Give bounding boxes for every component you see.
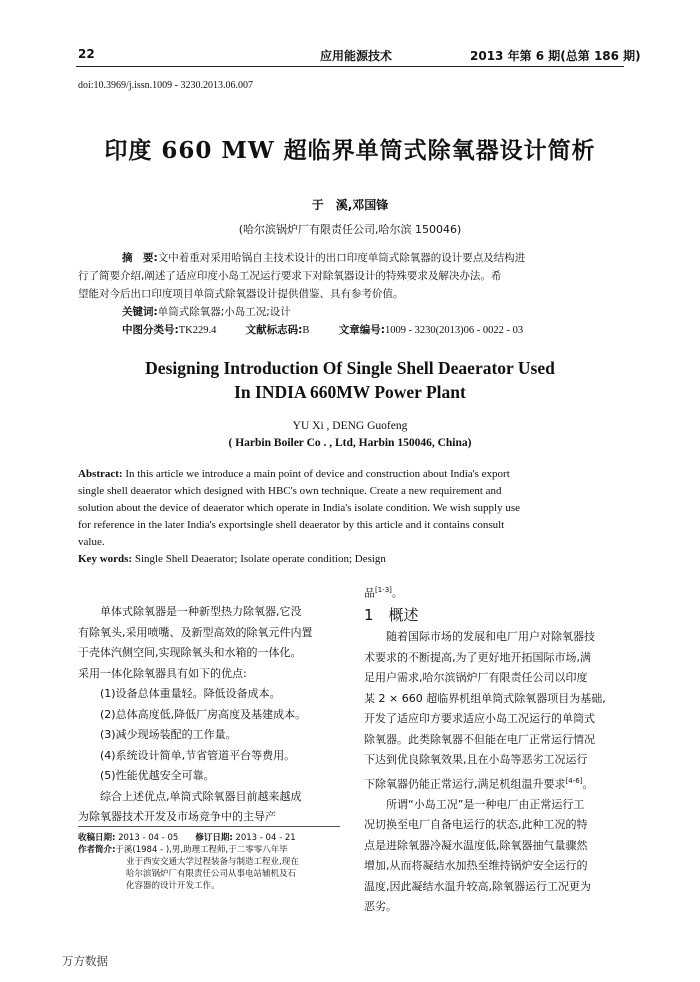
footnote-line: 化容器的设计开发工作。 <box>126 881 220 891</box>
keywords-en: Key words: Single Shell Deaerator; Isolate operate condition; Design <box>78 553 386 565</box>
body-line: 开发了适应印方要求适应小岛工况运行的单筒式 <box>364 712 595 726</box>
list-item: (3)减少现场装配的工作量。 <box>78 728 237 741</box>
list-item: (4)系统设计简单,节省管道平台等费用。 <box>78 748 296 762</box>
abstract-en-line: single shell deaerator which designed with HBC's own technique. Create a new requirement and <box>78 485 502 497</box>
affiliation-cn: (哈尔滨锅炉厂有限责任公司,哈尔滨 150046) <box>238 223 462 236</box>
doi: doi:10.3969/j.issn.1009 - 3230.2013.06.007 <box>78 80 254 91</box>
body-line: 足用户需求,哈尔滨锅炉厂有限责任公司以印度 <box>364 671 588 685</box>
header-rule <box>76 66 624 67</box>
keywords-cn: 关键词:单筒式除氧器;小岛工况;设计 <box>122 306 291 318</box>
right-column <box>364 580 626 918</box>
body-line: 况切换至电厂自备电运行的状态,此种工况的特 <box>364 818 588 832</box>
title-en-line: In INDIA 660MW Power Plant <box>234 382 466 402</box>
left-column <box>78 602 340 828</box>
body-line: 为除氧器技术开发及市场竞争中的主导产 <box>78 810 276 823</box>
doc-code: B <box>302 325 310 336</box>
body-line: 综合上述优点,单筒式除氧器目前越来越成 <box>78 789 302 803</box>
body-line: 某 2 × 660 超临界机组单筒式除氧器项目为基础, <box>364 691 606 705</box>
footnote-dates: 收稿日期: 2013 - 04 - 05 修订日期: 2013 - 04 - 21 <box>78 833 296 843</box>
authors-cn: 于 溪,邓国锋 <box>311 198 389 212</box>
body-line: 单体式除氧器是一种新型热力除氧器,它没 <box>78 605 302 618</box>
section-heading: 1 概述 <box>364 606 419 625</box>
affiliation-en: ( Harbin Boiler Co . , Ltd, Harbin 150046, China) <box>228 437 472 449</box>
abstract-cn-line: 望能对今后出口印度项目单筒式除氧器设计提供借鉴、具有参考价值。 <box>78 288 404 300</box>
footnote-line: 业于西安交通大学过程装备与制造工程业,现在 <box>126 857 299 867</box>
title-en-line: Designing Introduction Of Single Shell Deaerator Used <box>145 358 555 378</box>
watermark: 万方数据 <box>62 954 108 968</box>
body-line: 恶劣。 <box>364 900 397 914</box>
body-line: 下达到优良除氧效果,且在小岛等恶劣工况运行 <box>364 753 588 767</box>
body-line: 所谓“小岛工况”是一种电厂由正常运行工 <box>364 797 585 811</box>
footnote-line: 哈尔滨锅炉厂有限责任公司从事电站辅机及石 <box>126 869 297 879</box>
title-cn: 印度 660 MW 超临界单筒式除氧器设计简析 <box>104 137 596 164</box>
keywords-cn-label: 关键词: <box>122 306 158 318</box>
carry-over-line: 品[1-3]。 <box>364 586 403 600</box>
body-line: 术要求的不断提高,为了更好地开拓国际市场,满 <box>364 650 591 664</box>
classification-line: 中图分类号:TK229.4 文献标志码:B 文章编号:1009 - 3230(2013)06 - 0022 - 03 <box>122 324 524 336</box>
footnote-author: 作者简介:于溪(1984 - ),男,助理工程师,于二零零八年毕 <box>78 845 288 855</box>
abstract-en-label: Abstract: <box>78 468 123 480</box>
body-line: 于壳体汽侧空间,实现除氧头和水箱的一体化。 <box>78 646 302 659</box>
body-line: 有除氧头,采用喷嘴、及新型高效的除氧元件内置 <box>78 625 313 639</box>
journal-name: 应用能源技术 <box>320 49 393 63</box>
article-number: 1009 - 3230(2013)06 - 0022 - 03 <box>384 325 524 336</box>
authors-en: YU Xi , DENG Guofeng <box>292 420 408 432</box>
footnote <box>78 832 348 892</box>
list-item: (1)设备总体重量轻。降低设备成本。 <box>78 687 281 700</box>
body-line: 增加,从而将凝结水加热至维持锅炉安全运行的 <box>364 859 588 873</box>
abstract-en-line: Abstract: In this article we introduce a main point of device and construction about India's export <box>78 468 510 480</box>
body-line: 点是进除氧器冷凝水温度低,除氧器抽气量骤然 <box>364 838 588 852</box>
body-line: 采用一体化除氧器具有如下的优点: <box>78 666 247 680</box>
page-number: 22 <box>78 47 95 61</box>
footnote-rule <box>78 826 340 827</box>
abstract-en-line: solution about the device of deaerator which operate in India's isolate condition. We wish supply use <box>78 502 521 514</box>
clc-code: TK229.4 <box>178 325 217 336</box>
title-en <box>0 356 700 404</box>
abstract-cn-line: 行了简要介绍,阐述了适应印度小岛工况运行要求下对除氧器设计的特殊要求及解决办法。希 <box>78 270 502 282</box>
abstract-en-line: value. <box>78 536 105 548</box>
abstract-en <box>78 466 624 568</box>
body-line: 除氧器。此类除氧器不但能在电厂正常运行情况 <box>364 732 595 746</box>
body-line: 温度,因此凝结水温升较高,除氧器运行工况更为 <box>364 879 591 893</box>
abstract-en-line: for reference in the later India's exportsingle shell deaerator by this article and it contains consult <box>78 519 505 531</box>
list-item: (2)总体高度低,降低厂房高度及基建成本。 <box>78 707 307 721</box>
abstract-cn <box>78 249 624 340</box>
keywords-en-label: Key words: <box>78 553 133 565</box>
body-line: 下除氧器仍能正常运行,满足机组温升要求[4-6]。 <box>364 776 594 791</box>
abstract-cn-line: 摘 要:文中着重对采用哈锅自主技术设计的出口印度单筒式除氧器的设计要点及结构进 <box>122 252 526 264</box>
abstract-cn-label: 摘 要: <box>122 252 158 264</box>
issue-info: 2013 年第 6 期(总第 186 期) <box>470 49 641 63</box>
list-item: (5)性能优越安全可靠。 <box>78 769 215 782</box>
body-line: 随着国际市场的发展和电厂用户对除氧器技 <box>364 630 595 644</box>
